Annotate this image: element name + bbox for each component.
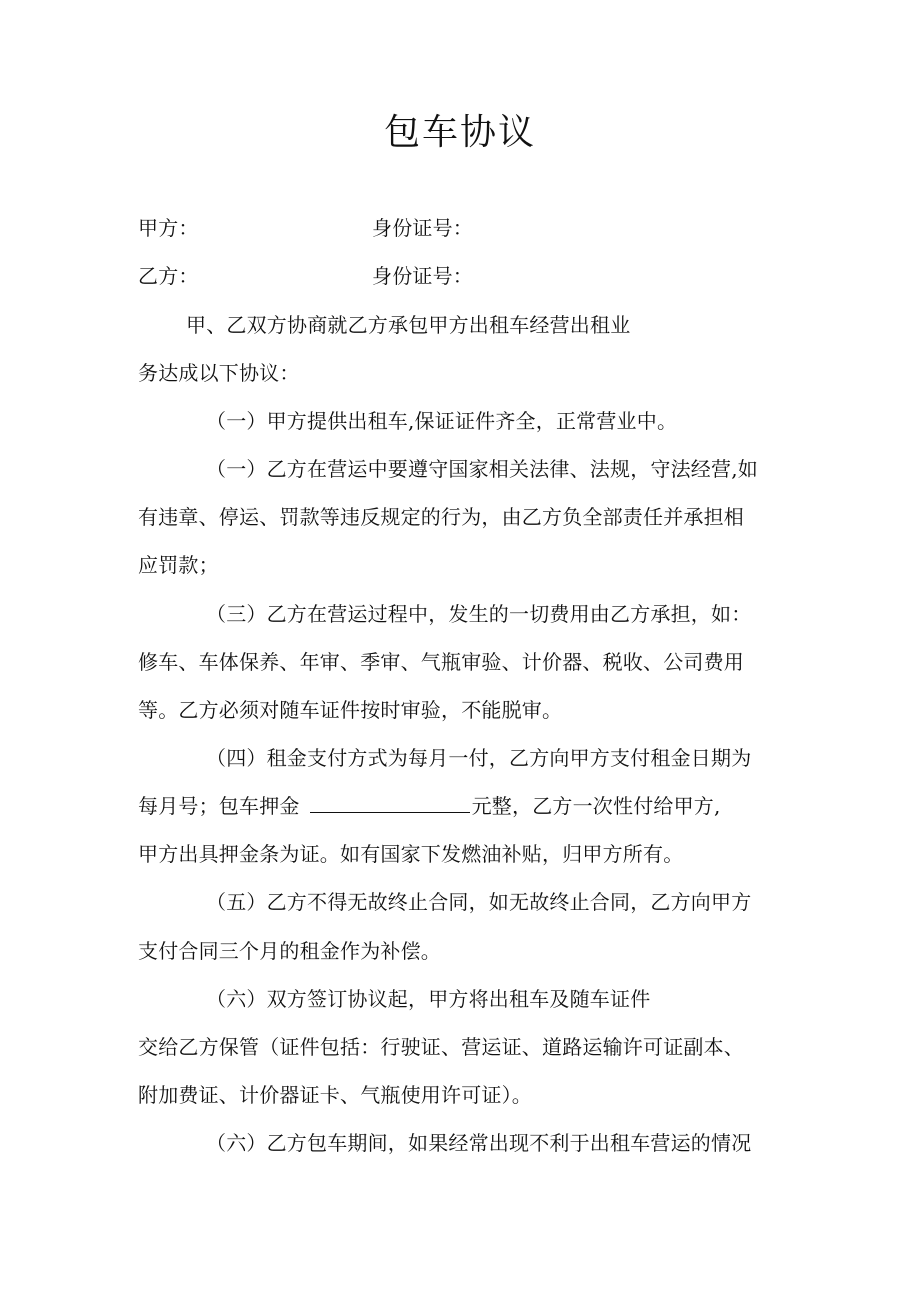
- clause-2-line: 有违章、停运、罚款等违反规定的行为，由乙方负全部责任并承担相: [138, 505, 744, 529]
- party-a-id-label: 身份证号：: [372, 216, 473, 240]
- document-title: 包车协议: [383, 112, 536, 153]
- intro-line: 务达成以下协议：: [138, 361, 300, 385]
- clause-2-line: 应罚款；: [138, 553, 219, 577]
- clause-4-line: 甲方出具押金条为证。如有国家下发燃油补贴，归甲方所有。: [138, 842, 684, 866]
- clause-6b-line: （六）乙方包车期间，如果经常出现不利于出租车营运的情况: [206, 1131, 752, 1155]
- clause-4-prefix: 每月号；包车押金: [138, 794, 300, 818]
- clause-6a-line: 附加费证、计价器证卡、气瓶使用许可证）。: [138, 1083, 532, 1107]
- party-b-id-label: 身份证号：: [372, 264, 473, 288]
- clause-3-line: （三）乙方在营运过程中，发生的一切费用由乙方承担，如：: [206, 602, 752, 626]
- clause-2-line: （一）乙方在营运中要遵守国家相关法律、法规，守法经营,如: [206, 457, 758, 481]
- party-a-label: 甲方：: [138, 216, 199, 240]
- clause-3-line: 修车、车体保养、年审、季审、气瓶审验、计价器、税收、公司费用: [138, 650, 744, 674]
- clause-6a-line: 交给乙方保管（证件包括：行驶证、营运证、道路运输许可证副本、: [138, 1035, 744, 1059]
- clause-5-line: 支付合同三个月的租金作为补偿。: [138, 939, 441, 963]
- party-b-label: 乙方：: [138, 264, 199, 288]
- clause-4-line: （四）租金支付方式为每月一付，乙方向甲方支付租金日期为: [206, 746, 752, 770]
- clause-4-line-2: [138, 792, 721, 820]
- clause-4-suffix: 元整，乙方一次性付给甲方,: [471, 794, 721, 818]
- clause-5-line: （五）乙方不得无故终止合同，如无故终止合同，乙方向甲方: [206, 890, 752, 914]
- intro-line: 甲、乙双方协商就乙方承包甲方出租车经营出租业: [186, 313, 631, 337]
- clause-6a-line: （六）双方签订协议起，甲方将出租车及随车证件: [206, 987, 651, 1011]
- clause-3-line: 等。乙方必须对随车证件按时审验，不能脱审。: [138, 698, 563, 722]
- deposit-amount-blank: [310, 794, 470, 813]
- clause-1-line: （一）甲方提供出租车,保证证件齐全，正常营业中。: [206, 409, 678, 433]
